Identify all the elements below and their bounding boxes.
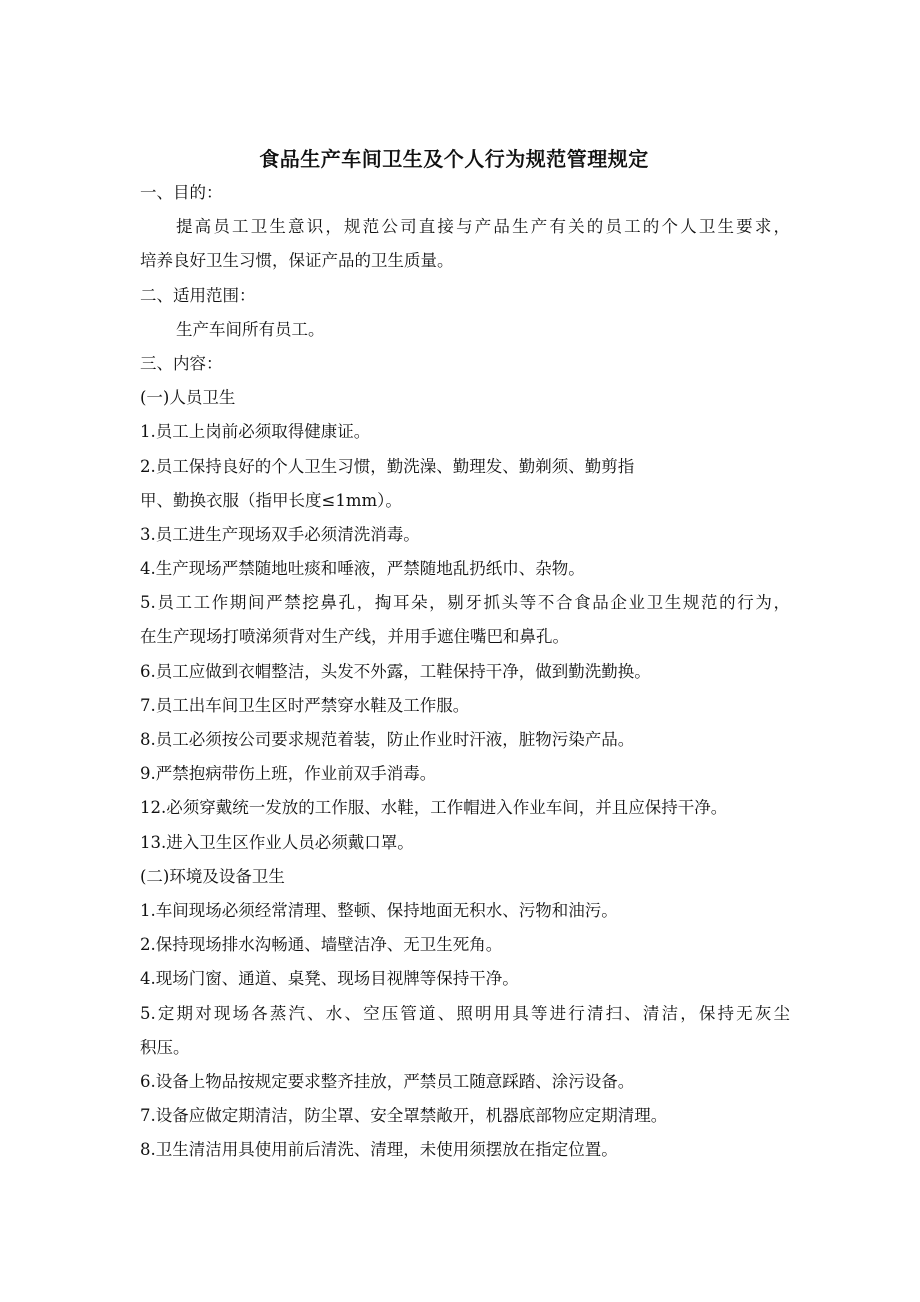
paragraph-line: 生产车间所有员工。 [176,319,325,339]
section-heading-purpose: 一、目的： [140,183,223,202]
document-title: 食品生产车间卫生及个人行为规范管理规定 [259,147,649,171]
list-item: 2.保持现场排水沟畅通、墙壁洁净、无卫生死角。 [140,935,503,955]
list-item: 1.员工上岗前必须取得健康证。 [140,422,371,442]
list-item: 6.员工应做到衣帽整洁，头发不外露，工鞋保持干净，做到勤洗勤换。 [140,661,651,681]
list-item: 5.定期对现场各蒸汽、水、空压管道、照明用具等进行清扫、清洁，保持无灰尘 [140,1003,790,1023]
list-item: 3.员工进生产现场双手必须清洗消毒。 [140,524,420,544]
list-item: 9.严禁抱病带伤上班，作业前双手消毒。 [140,764,437,784]
document-body [140,176,790,1167]
list-item: 2.员工保持良好的个人卫生习惯，勤洗澡、勤理发、勤剃须、勤剪指 [140,456,635,476]
list-item: 4.现场门窗、通道、桌凳、现场目视牌等保持干净。 [140,969,519,989]
list-item: 7.员工出车间卫生区时严禁穿水鞋及工作服。 [140,695,470,715]
list-item: 13.进入卫生区作业人员必须戴口罩。 [140,832,414,852]
list-item: 7.设备应做定期清洁，防尘罩、安全罩禁敞开，机器底部物应定期清理。 [140,1106,668,1126]
list-item: 8.卫生清洁用具使用前后清洗、清理，未使用须摆放在指定位置。 [140,1140,618,1160]
section-heading-scope: 二、适用范围： [140,285,256,305]
list-item: 1.车间现场必须经常清理、整顿、保持地面无积水、污物和油污。 [140,900,618,920]
list-item: 8.员工必须按公司要求规范着装，防止作业时汗液，脏物污染产品。 [140,730,635,749]
paragraph-line: 培养良好卫生习惯，保证产品的卫生质量。 [140,251,454,271]
list-item: 4.生产现场严禁随地吐痰和唾液，严禁随地乱扔纸巾、杂物。 [140,559,585,579]
list-item: 5.员工工作期间严禁挖鼻孔，掏耳朵，剔牙抓头等不合食品企业卫生规范的行为， [140,593,790,613]
list-item-continuation: 在生产现场打喷涕须背对生产线，并用手遮住嘴巴和鼻孔。 [140,627,569,647]
subsection-heading-environment: (二)环境及设备卫生 [140,866,285,886]
list-item: 6.设备上物品按规定要求整齐挂放，严禁员工随意踩踏、涂污设备。 [140,1071,635,1091]
section-heading-content: 三、内容： [140,353,223,373]
list-item-continuation: 甲、勤换衣服（指甲长度≤1mm）。 [140,490,402,510]
list-item: 12.必须穿戴统一发放的工作服、水鞋，工作帽进入作业车间，并且应保持干净。 [140,798,728,818]
subsection-heading-personnel: (一)人员卫生 [140,388,236,408]
list-item-continuation: 积压。 [140,1037,190,1057]
paragraph-line: 提高员工卫生意识，规范公司直接与产品生产有关的员工的个人卫生要求， [176,217,790,237]
